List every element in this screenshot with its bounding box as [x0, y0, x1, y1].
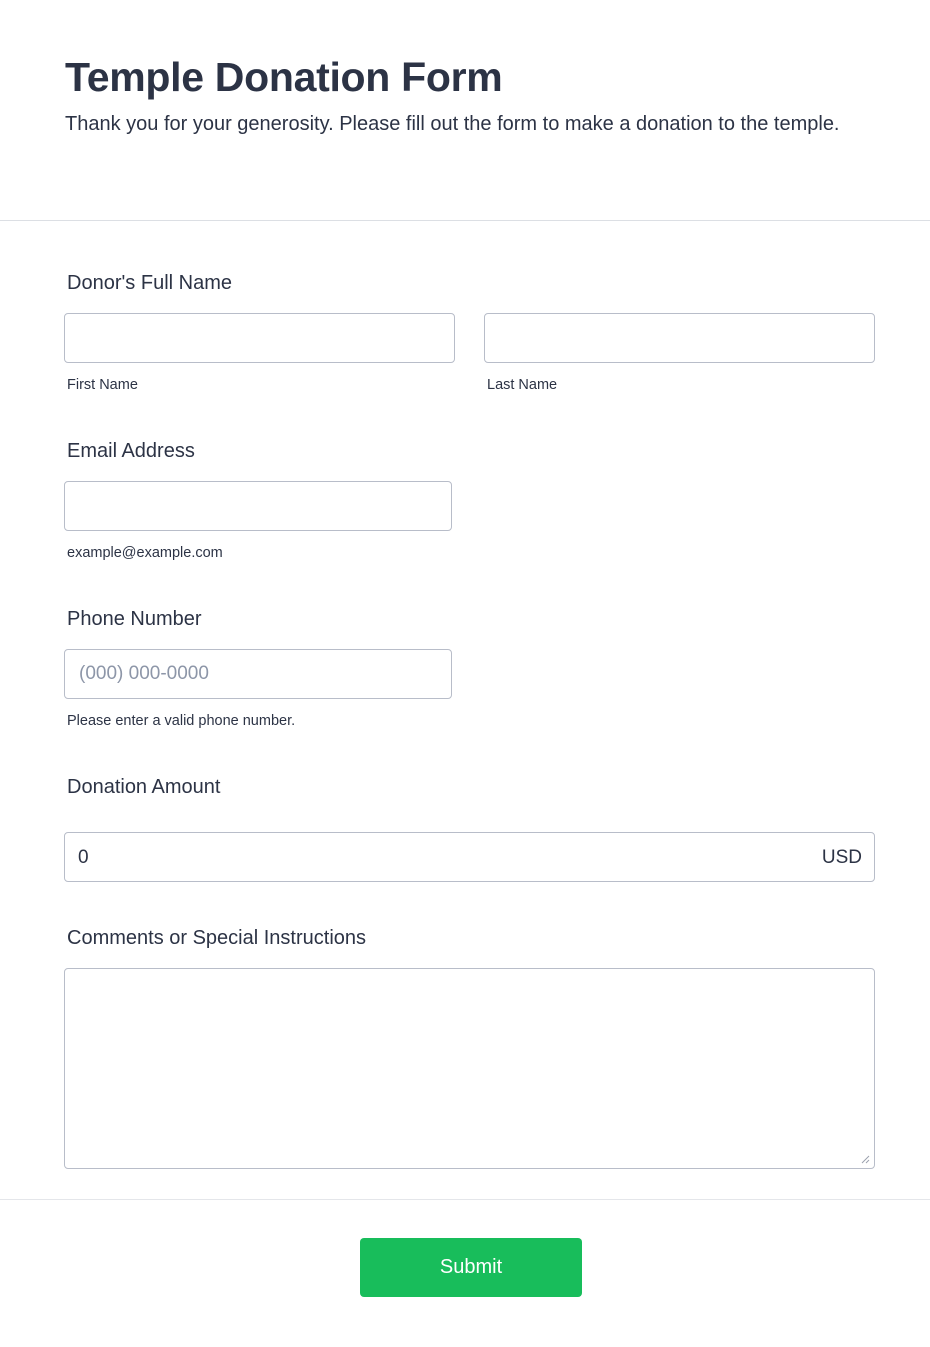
page-subtitle: Thank you for your generosity. Please fill out the form to make a donation to the temple.: [65, 113, 840, 135]
submit-button[interactable]: Submit: [360, 1238, 582, 1297]
email-input[interactable]: [64, 481, 452, 531]
resize-grip-icon[interactable]: [860, 1154, 870, 1164]
last-name-sublabel: Last Name: [487, 377, 558, 393]
first-name-input[interactable]: [64, 313, 455, 363]
first-name-sublabel: First Name: [67, 377, 138, 393]
email-label: Email Address: [67, 440, 195, 462]
footer-divider: [0, 1199, 930, 1200]
currency-label: USD: [821, 847, 862, 868]
phone-sublabel: Please enter a valid phone number.: [67, 713, 296, 729]
form-header: [0, 0, 930, 221]
donation-amount-value: 0: [78, 847, 89, 868]
donation-amount-label: Donation Amount: [67, 776, 221, 798]
phone-input[interactable]: [64, 649, 452, 699]
comments-label: Comments or Special Instructions: [67, 927, 367, 949]
last-name-input[interactable]: [484, 313, 875, 363]
phone-label: Phone Number: [67, 608, 202, 630]
page-title: Temple Donation Form: [65, 54, 503, 100]
full-name-label: Donor's Full Name: [67, 272, 232, 294]
email-sublabel: example@example.com: [67, 545, 223, 561]
comments-textarea[interactable]: [64, 968, 875, 1169]
donation-amount-input[interactable]: [64, 832, 875, 882]
